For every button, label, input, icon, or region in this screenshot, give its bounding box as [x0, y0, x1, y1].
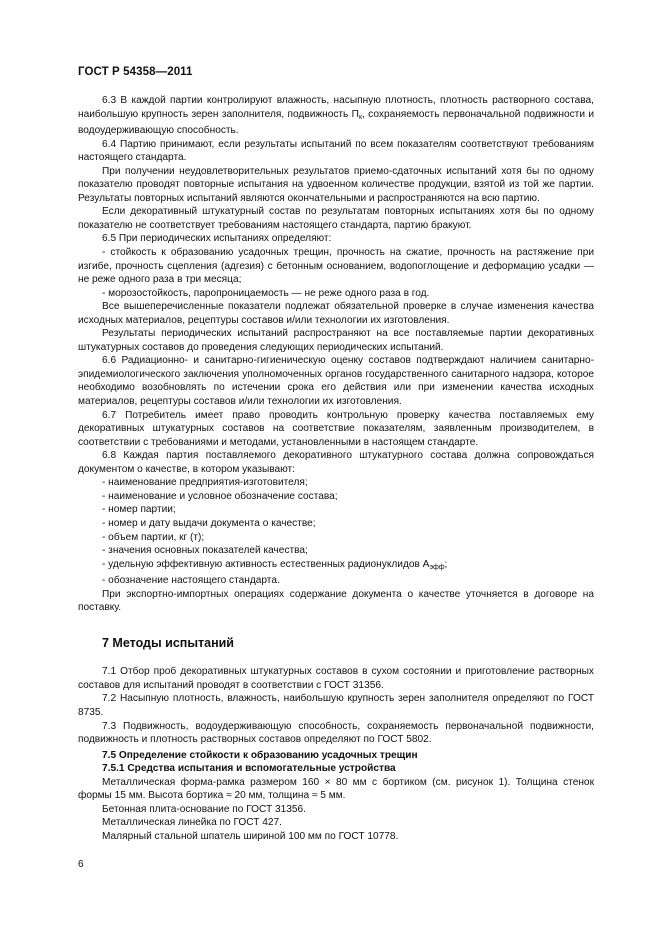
document-body [78, 94, 594, 843]
page-number: 6 [78, 859, 84, 870]
paragraph-6-7: 6.7 Потребитель имеет право проводить контрольную проверку качества поставляемых ему декоративных штукатурных составов на соответствие показателям, заявленным производителем, в соответствии с требованиями и методами, установленными в настоящем стандарте. [78, 409, 594, 448]
paragraph: Металлическая линейка по ГОСТ 427. [102, 817, 282, 829]
list-item: - объем партии, кг (т); [102, 531, 205, 543]
list-item: - стойкость к образованию усадочных трещин, прочность на сжатие, прочность на растяжение при изгибе, прочность сцепления (адгезия) с бетонным основанием, водопоглощение и деформацию усадки — не реже одного раза в три месяца; [78, 247, 594, 286]
paragraph-7-2: 7.2 Насыпную плотность, влажность, наибольшую крупность зерен заполнителя определяют по ГОСТ 8735. [78, 693, 594, 718]
list-item: - морозостойкость, паропроницаемость — не реже одного раза в год. [102, 287, 430, 299]
subscript-eff: эфф [429, 563, 445, 571]
subsection-title: 7.5.1 Средства испытания и вспомогательные устройства [102, 763, 396, 775]
list-item: - наименование и условное обозначение состава; [102, 490, 338, 502]
paragraph-6-4: 6.4 Партию принимают, если результаты испытаний по всем показателям соответствуют требованиям настоящего стандарта. [78, 138, 594, 164]
paragraph-6-8: 6.8 Каждая партия поставляемого декоративного штукатурного состава должна сопровождаться документом о качестве, в котором указывают: [78, 450, 594, 475]
paragraph-6-5: 6.5 При периодических испытаниях определяют: [102, 233, 332, 245]
subsection-title: 7.5 Определение стойкости к образованию усадочных трещин [102, 749, 418, 761]
list-item: - значения основных показателей качества; [102, 545, 308, 557]
list-item: - обозначение настоящего стандарта. [102, 575, 280, 587]
paragraph-export: При экспортно-импортных операциях содержание документа о качестве уточняется в договоре на поставку. [78, 588, 594, 614]
section-title: 7 Методы испытаний [102, 635, 234, 650]
list-item: - наименование предприятия-изготовителя; [102, 477, 308, 489]
paragraph: Результаты периодических испытаний распространяют на все поставляемые партии декоративных штукатурных составов до проведения следующих периодических испытаний. [78, 328, 594, 353]
paragraph: Если декоративный штукатурный состав по результатам повторных испытаниях хотя бы по одному показателю не соответствует требованиям настоящего стандарта, партию бракуют. [78, 206, 594, 231]
paragraph: Металлическая форма-рамка размером 160 × 80 мм с бортиком (см. рисунок 1). Толщина стенок формы 15 мм. Высота бортика ≈ 20 мм, толщина ≈ 5 мм. [78, 776, 594, 802]
list-item: - удельную эффективную активность естественных радионуклидов $А_{эфф}$; [102, 558, 448, 571]
paragraph-6-6: 6.6 Радиационно- и санитарно-гигиеническую оценку составов подтверждают наличием санитарно-эпидемиологического заключения уполномоченных органов государственного санитарного надзора, которое необходимо возобновлять по истечении срока его действия или при изменении качества исходных материалов, рецептуры составов и/или технологии их изготовления. [78, 355, 594, 408]
document-header: ГОСТ Р 54358—2011 [78, 66, 193, 78]
paragraph: Бетонная плита-основание по ГОСТ 31356. [102, 803, 306, 815]
subscript-k: к [358, 113, 363, 121]
paragraph-7-3: 7.3 Подвижность, водоудерживающую способность, сохраняемость первоначальной подвижности, подвижность и плотность растворных составов определяют по ГОСТ 5802. [78, 720, 594, 746]
paragraph-6-3: 6.3 В каждой партии контролируют влажность, насыпную плотность, плотность растворного состава, наибольшую крупность зерен заполнителя, подвижность $П_к$, сохраняемость первоначальной подвижности и водоудерживающую способность. [78, 95, 594, 137]
paragraph-7-1: 7.1 Отбор проб декоративных штукатурных составов в сухом состоянии и приготовление растворных составов для испытаний проводят в соответствии с ГОСТ 31356. [78, 666, 594, 691]
paragraph: Все вышеперечисленные показатели подлежат обязательной проверке в случае изменения качества исходных материалов, рецептуры составов и/или технологии их изготовления. [78, 301, 594, 326]
list-item: - номер и дату выдачи документа о качестве; [102, 517, 316, 529]
paragraph: Малярный стальной шпатель шириной 100 мм по ГОСТ 10778. [102, 830, 399, 842]
list-item: - номер партии; [102, 504, 176, 516]
paragraph: При получении неудовлетворительных результатов приемо-сдаточных испытаний хотя бы по одному показателю проводят повторные испытания на удвоенном количестве продукции, взятой из той же партии. Результаты повторных испытаний являются окончательными и распространяются на всю партию. [78, 165, 594, 204]
